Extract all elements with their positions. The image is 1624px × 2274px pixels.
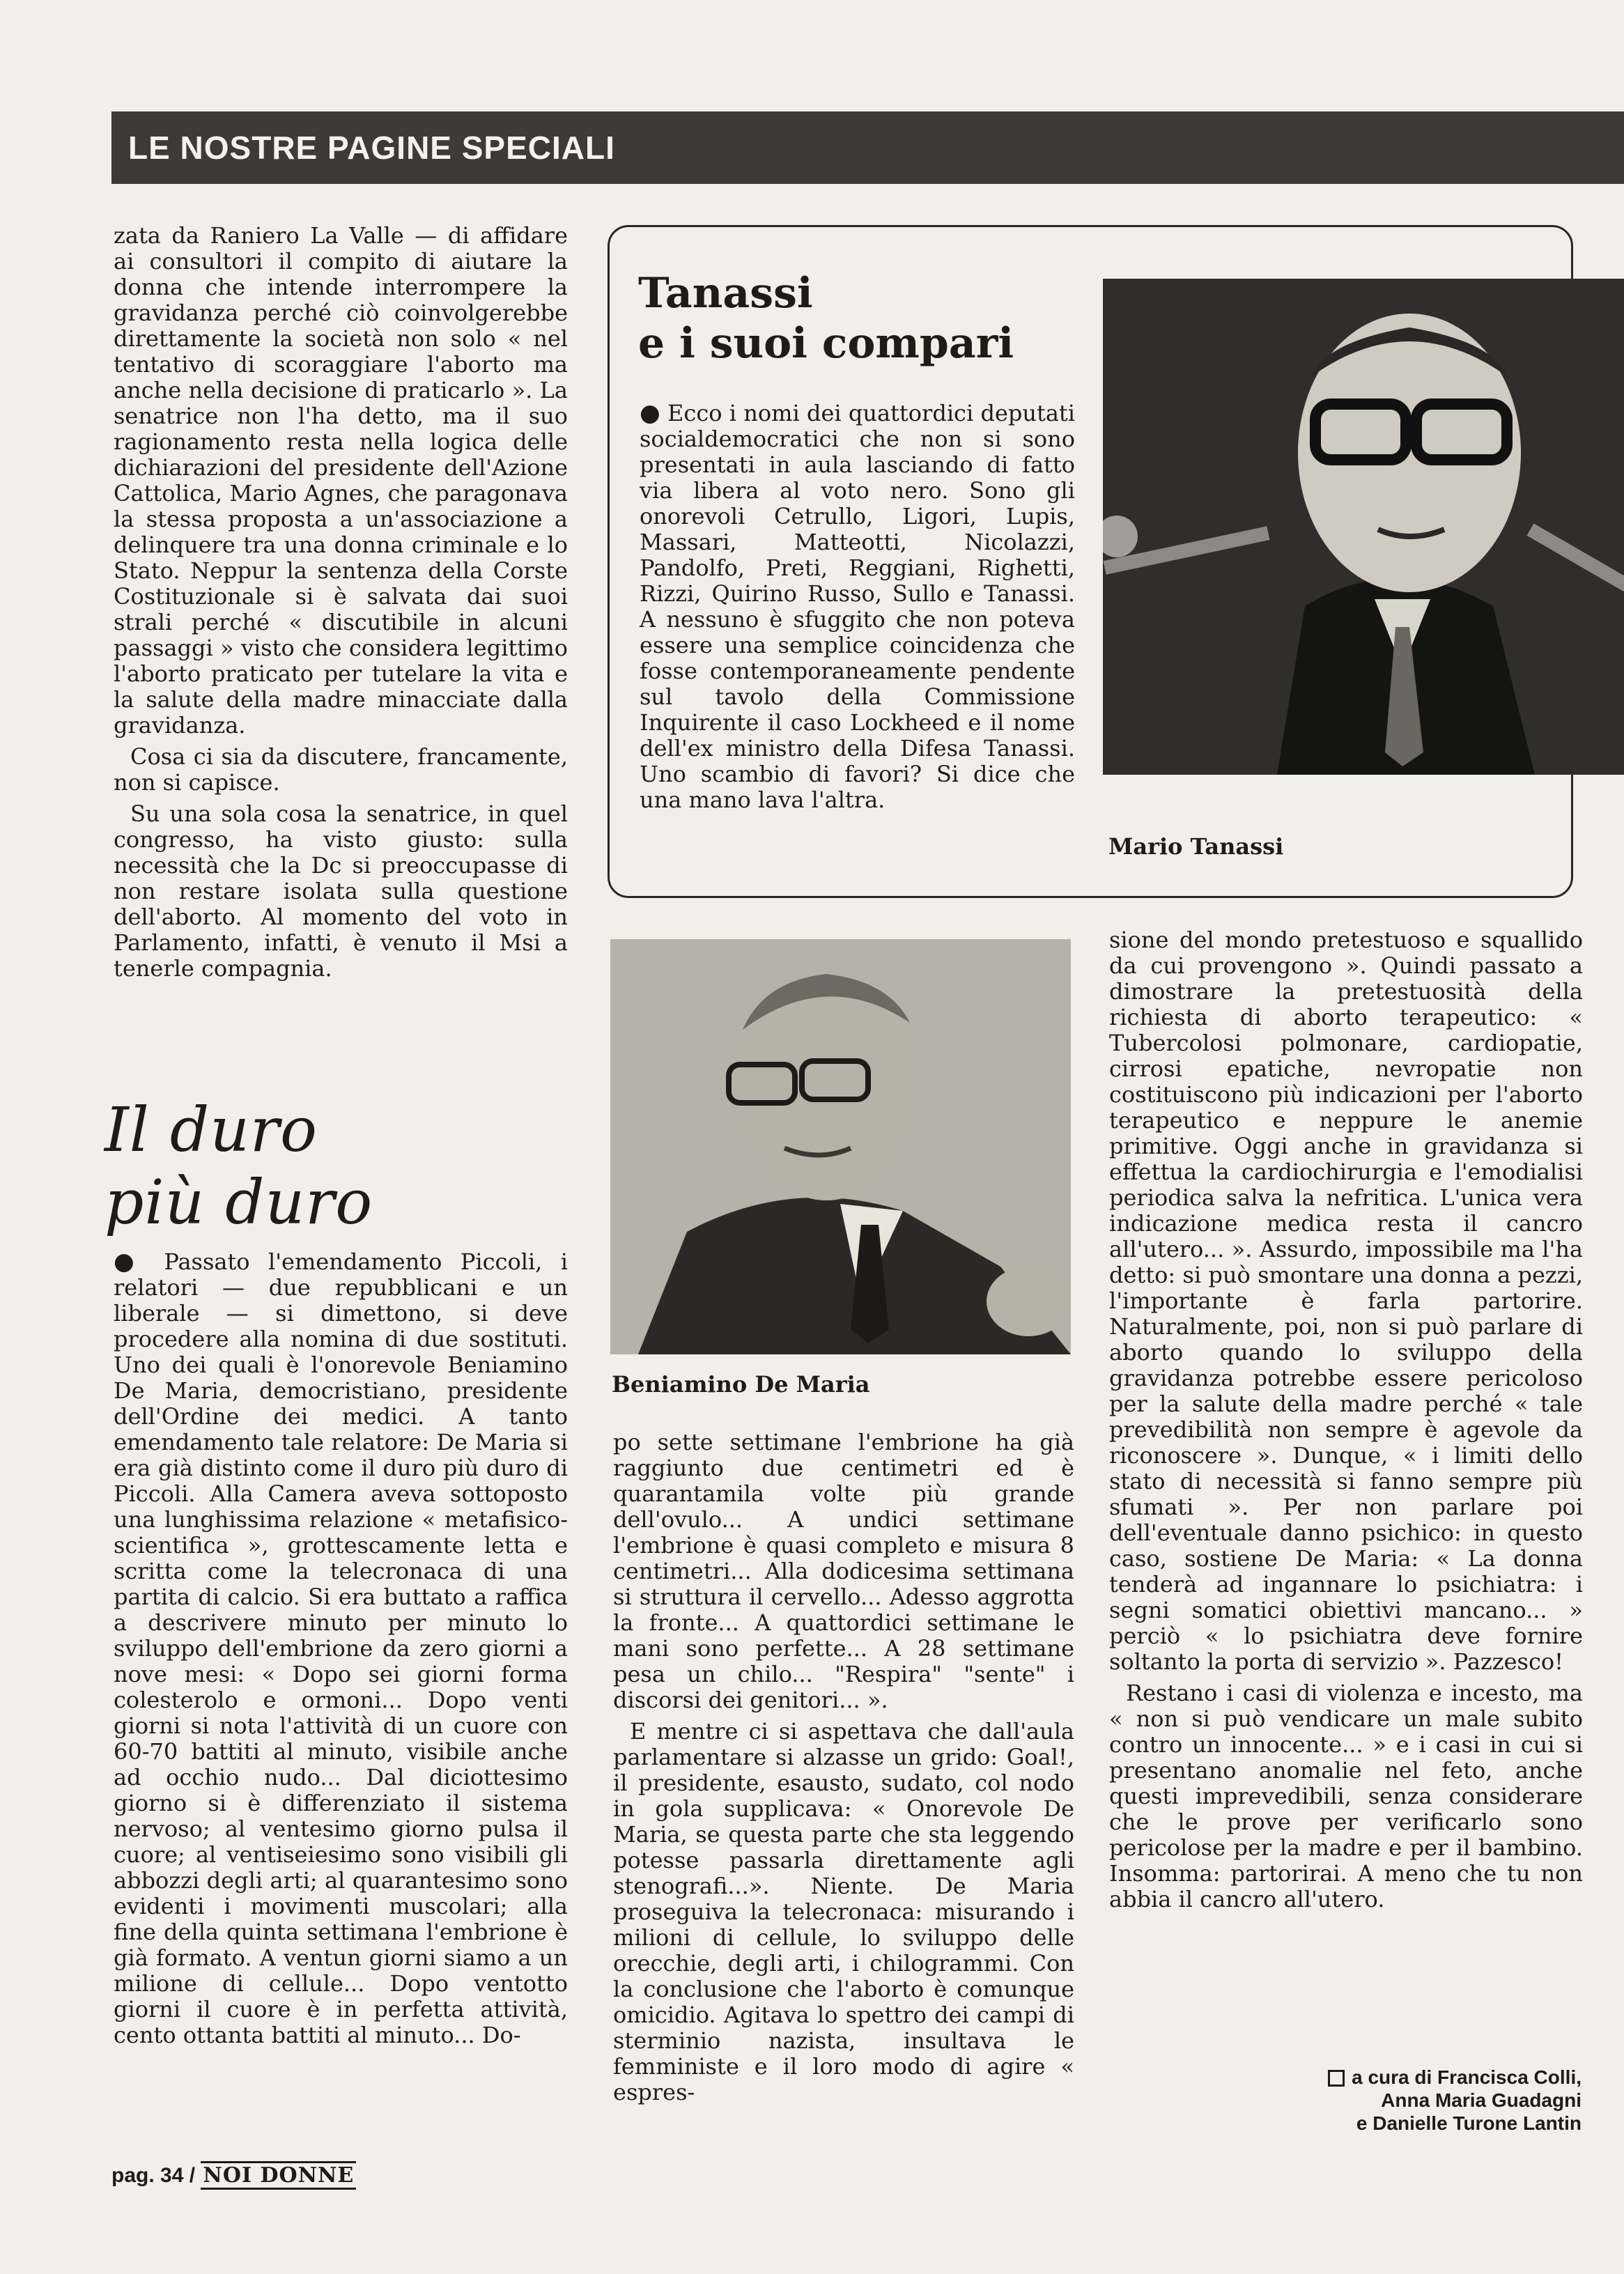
box-text <box>640 401 1075 819</box>
paragraph: po sette settimane l'embrione ha già raggiunto due centimetri ed è quarantamila volte più grande dell'ovulo... A undici settimane l'embrione è quasi completo e misura 8 centimetri... Alla dodicesima settimana si struttura il cervello... Adesso aggrotta la fronte... A quattordici settimane le mani sono perfette... A 28 settimane pesa un chilo... "Respira" "sente" i discorsi dei genitori... ». <box>613 1429 1074 1713</box>
portrait-image <box>1103 279 1624 775</box>
paragraph: Su una sola cosa la senatrice, in quel congresso, ha visto giusto: sulla necessità che la Dc si preoccupasse di non restare isolata sulla questione dell'aborto. Al momento del voto in Parlamento, infatti, è venuto il Msi a tenerle compagnia. <box>114 800 568 982</box>
paragraph: Restano i casi di violenza e incesto, ma « non si può vendicare un male subito contro un innocente... » e i casi in cui si presentano anomalie nel feto, anche questi imprevedibili, senza considerare che le prove per verificarlo sono pericolose per la madre e per il bambino. Insomma: partorirai. A meno che tu non abbia il cancro all'utero. <box>1109 1680 1583 1912</box>
section-title <box>105 1094 592 1239</box>
photo-de-maria <box>610 939 1071 1354</box>
column-middle <box>613 1430 1074 2111</box>
section-title-line: più duro <box>105 1166 373 1238</box>
magazine-logo: NOI DONNE <box>201 2161 356 2190</box>
paragraph: zata da Raniero La Valle — di affidare ai consultori il compito di aiutare la donna che intende interrompere la gravidanza perché ciò coinvolgerebbe direttamente la società non solo « nel tentativo di scoraggiare l'aborto ma anche nella decisione di praticarlo ». La senatrice non l'ha detto, ma il suo ragionamento resta nella logica delle dichiarazioni del presidente dell'Azione Cattolica, Mario Agnes, che paragonava la stessa proposta a un'associazione a delinquere tra una donna criminale e lo Stato. Neppur la sentenza della Corste Costituzionale si è salvata dai suoi strali perché « discutibile in alcuni passaggi » visto che considera legittimo l'aborto praticato per tutelare la vita e la salute della madre minacciate dalla gravidanza. <box>114 222 568 738</box>
column-left-bottom <box>114 1249 568 2054</box>
author-credits <box>1254 2066 1582 2135</box>
section-banner: LE NOSTRE PAGINE SPECIALI <box>111 111 1624 184</box>
photo-caption: Mario Tanassi <box>1108 833 1284 860</box>
credit-line: a cura di Francisca Colli, <box>1352 2066 1582 2088</box>
bullet-icon: ● <box>114 1248 146 1276</box>
box-title <box>638 268 1070 369</box>
paragraph: Passato l'emendamento Piccoli, i relatori — due repubblicani e un liberale — si dimettono, si deve procedere alla nomina di due sostituti. Uno dei quali è l'onorevole Beniamino De Maria, democristiano, presidente dell'Ordine dei medici. A tanto emendamento tale relatore: De Maria si era già distinto come il duro più duro di Piccoli. Alla Camera aveva sottoposto una lunghissima relazione « metafisico-scientifica », grottescamente letta e scritta come la telecronaca di una partita di calcio. Si era buttato a raffica a descrivere minuto per minuto lo sviluppo dell'embrione da zero giorni a nove mesi: « Dopo sei giorni forma colesterolo e ormoni... Dopo venti giorni si nota l'attività di un cuore con 60-70 battiti al minuto, visibile anche ad occhio nudo... Dal diciottesimo giorno si è differenziato il sistema nervoso; al ventesimo giorno pulsa il cuore; al ventiseiesimo sono visibili gli abbozzi degli arti; al quarantesimo sono evidenti i movimenti muscolari; alla fine della quinta settimana l'embrione è già formato. A ventun giorni siamo a un milione di cellule... Dopo ventotto giorni il cuore è in perfetta attività, cento ottanta battiti al minuto... Do- <box>114 1248 569 2048</box>
credit-line: e Danielle Turone Lantin <box>1356 2112 1582 2134</box>
box-title-line: Tanassi <box>638 269 813 318</box>
photo-caption: Beniamino De Maria <box>612 1371 870 1398</box>
photo-tanassi <box>1103 279 1624 775</box>
footer-separator: / <box>189 2164 196 2187</box>
bullet-icon: ● <box>640 399 660 427</box>
column-left-top <box>114 223 568 987</box>
section-title-line: Il duro <box>105 1094 318 1166</box>
page-footer <box>111 2163 356 2188</box>
paragraph: E mentre ci si aspettava che dall'aula parlamentare si alzasse un grido: Goal!, il presidente, esausto, sudato, col nodo in gola supplicava: « Onorevole De Maria, se questa parte che sta leggendo potesse passarla direttamente agli stenografi...». Niente. De Maria proseguiva la telecronaca: misurando i milioni di cellule, lo sviluppo delle orecchie, degli arti, i chilogrammi. Con la conclusione che l'aborto è comunque omicidio. Agitava lo spettro dei campi di sterminio nazista, insultava le femministe e il loro modo di agire « espres- <box>613 1718 1074 2105</box>
page-number: pag. 34 <box>111 2164 184 2187</box>
column-right <box>1109 927 1583 1918</box>
paragraph: sione del mondo pretestuoso e squallido da cui provengono ». Quindi passato a dimostrare la pretestuosità della richiesta di aborto terapeutico: « Tubercolosi polmonare, cardiopatie, cirrosi epatiche, nevropatie non costituiscono più indicazioni per l'aborto terapeutico e neppure le anemie primitive. Oggi anche in gravidanza si effettua la cardiochirurgia e l'emodialisi periodica salva la nefritica. L'unica vera indicazione medica resta il cancro all'utero... ». Assurdo, impossibile ma l'ha detto: si può smontare una donna a pezzi, l'importante è farla partorire. Naturalmente, poi, non si può parlare di aborto quando lo sviluppo della gravidanza potrebbe essere pericoloso per la salute della madre perché « tale prevedibilità non sempre è agevole da riconoscere ». Dunque, « i limiti dello stato di necessità si fanno sempre più sfumati ». Per non parlare poi dell'eventuale danno psichico: in questo caso, sostiene De Maria: « La donna tenderà ad ingannare lo psichiatra: i segni somatici obiettivi mancano... » perciò « lo psichiatra deve fornire soltanto la porta di servizio ». Pazzesco! <box>1109 927 1583 1675</box>
square-icon <box>1328 2070 1345 2087</box>
credit-line: Anna Maria Guadagni <box>1381 2089 1582 2111</box>
paragraph: Cosa ci sia da discutere, francamente, non si capisce. <box>114 743 568 796</box>
portrait-image <box>610 939 1071 1354</box>
paragraph: Ecco i nomi dei quattordici deputati socialdemocratici che non si sono presentati in aula lasciando di fatto via libera al voto nero. Sono gli onorevoli Cetrullo, Ligori, Lupis, Massari, Matteotti, Nicolazzi, Pandolfo, Preti, Reggiani, Righetti, Rizzi, Quirino Russo, Sullo e Tanassi. A nessuno è sfuggito che non poteva essere una semplice coincidenza che fosse contemporaneamente pendente sul tavolo della Commissione Inquirente il caso Lockheed e il nome dell'ex ministro della Difesa Tanassi. Uno scambio di favori? Si dice che una mano lava l'altra. <box>640 400 1076 813</box>
box-title-line: e i suoi compari <box>638 319 1014 368</box>
